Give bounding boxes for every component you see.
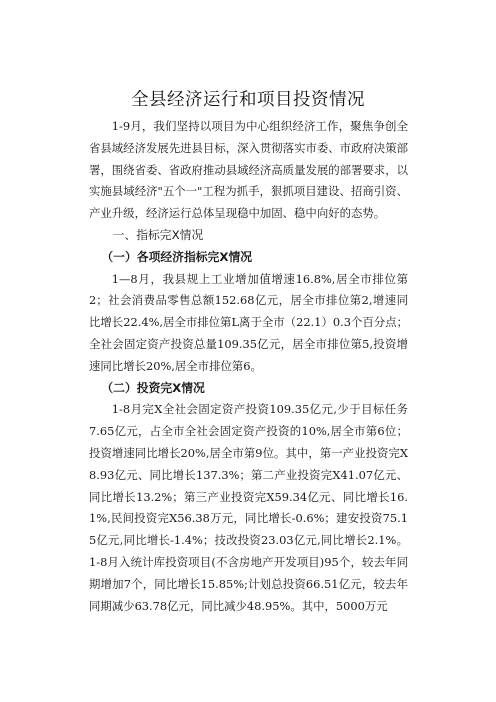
section-heading-indicators: 一、指标完X情况	[112, 227, 204, 242]
investment-paragraph: 1-8月完X全社会固定资产投资109.35亿元,少于目标任务7.65亿元，占全市全社会固定资产投资的10%,居全市第6位；投资增速同比增长20%,居全市第9位。其中，第一产业投资完X8.93亿元、同比增长137.3%；第二产业投资完X41.07亿元、同比增长13.2%；第三产业投资完X59.34亿元、同比增长16.1%,民间投资完X56.38万元，同比增长-0.6%；建安投资75.15亿元,同比增长-1.4%；技改投资23.03亿元,同比增长2.1%。1-8月入统计库投资项目(不含房地产开发项目)95个，较去年同期增加7个，同比增长15.85%;计划总投资66.51亿元，较去年同期减少63.78亿元，同比减少48.95%。其中，5000万元	[89, 402, 408, 613]
subsection-heading-investment: （二）投资完X情况	[101, 380, 205, 395]
document-body	[89, 116, 408, 617]
economic-indicators-paragraph: 1—8月，我县规上工业增加值增速16.8%,居全市排位第2；社会消费品零售总额152.68亿元，居全市排位第2,增速同比增长22.4%,居全市排位第L离于全市（22.1）0.3个百分点；全社会固定资产投资总量109.35亿元，居全市排位第5,投资增速同比增长20%,居全市排位第6。	[89, 271, 408, 373]
subsection-heading-economic-indicators: （一）各项经济指标完X情况	[101, 249, 253, 264]
intro-paragraph: 1-9月，我们坚持以项目为中心组织经济工作，聚焦争创全省县域经济发展先进县目标，深入贯彻落实市委、市政府决策部署，围绕省委、省政府推动县域经济高质量发展的部署要求，以实施县域经济"五个一"工程为抓手，狠抓项目建设、招商引资、产业升级，经济运行总体呈现稳中加固、稳中向好的态势。	[89, 119, 408, 221]
document-title: 全县经济运行和项目投资情况	[131, 90, 365, 110]
